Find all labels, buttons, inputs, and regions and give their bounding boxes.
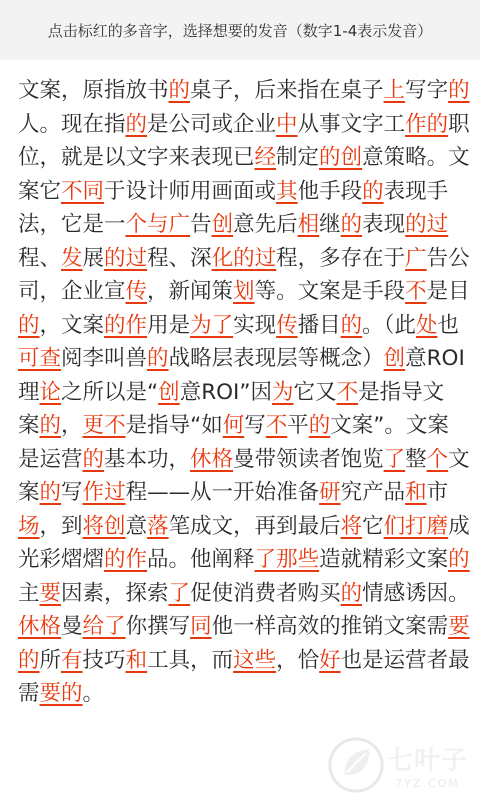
plain-text: 是运营 <box>18 446 83 472</box>
plain-text: ，新闻策 <box>147 279 234 304</box>
polyphone-char[interactable]: 要 <box>448 614 470 639</box>
plain-text: 曼 <box>61 614 83 639</box>
plain-text: 制定 <box>276 145 320 170</box>
plain-text: ，文案 <box>39 312 105 338</box>
polyphone-char[interactable]: 的 <box>308 413 331 438</box>
polyphone-char[interactable]: 创 <box>158 379 180 405</box>
plain-text: 案 <box>18 413 40 438</box>
polyphone-char[interactable]: 何 <box>222 413 245 438</box>
polyphone-char[interactable]: 的 <box>448 78 470 103</box>
text-line <box>18 175 462 209</box>
plain-text: 市 <box>426 480 449 505</box>
polyphone-char[interactable]: 个 <box>125 212 148 237</box>
polyphone-char[interactable]: 休 <box>190 446 212 472</box>
text-line <box>18 510 470 544</box>
polyphone-char[interactable]: 了 <box>168 580 191 606</box>
polyphone-char[interactable]: 化 <box>211 245 234 271</box>
instruction-bar <box>0 0 480 60</box>
plain-text: 是目 <box>426 279 470 304</box>
polyphone-char[interactable]: 不 <box>104 413 126 438</box>
polyphone-char[interactable]: 有 <box>61 647 83 673</box>
plain-text: 意 <box>125 513 148 539</box>
plain-text: 曼带领读者饱览 <box>233 446 384 472</box>
polyphone-char[interactable]: 过 <box>104 480 126 505</box>
polyphone-char[interactable]: 过 <box>125 245 148 271</box>
plain-text: 促使消费者购买 <box>190 580 341 606</box>
text-line <box>18 74 470 108</box>
polyphone-char[interactable]: 那 <box>276 547 298 572</box>
plain-text: 。 <box>82 681 105 706</box>
polyphone-char[interactable]: 广 <box>405 245 427 271</box>
polyphone-char[interactable]: 创 <box>383 346 406 371</box>
polyphone-char[interactable]: 的 <box>405 212 427 237</box>
polyphone-char[interactable]: 过 <box>426 212 449 237</box>
passage-text <box>0 60 480 711</box>
plain-text: 司，企业宣 <box>18 279 126 304</box>
plain-text: 等。文案是手段 <box>254 279 406 304</box>
polyphone-char[interactable]: 可 <box>18 346 40 371</box>
polyphone-char[interactable]: 传 <box>125 279 148 304</box>
polyphone-char[interactable]: 的 <box>39 480 62 505</box>
plain-text: 位，就是以文字来表现已 <box>18 145 255 170</box>
polyphone-char[interactable]: 的 <box>104 312 126 338</box>
polyphone-char[interactable]: 的 <box>147 346 169 371</box>
plain-text: 因素，探索 <box>61 580 169 606</box>
plain-text: 写 <box>244 413 266 438</box>
polyphone-char[interactable]: 的 <box>340 580 363 606</box>
polyphone-char[interactable]: 的 <box>362 178 384 204</box>
plain-text: 也是运营者最 <box>340 647 470 673</box>
polyphone-char[interactable]: 的 <box>61 681 83 706</box>
plain-text: 程、深 <box>147 245 212 271</box>
polyphone-char[interactable]: 些 <box>254 647 277 673</box>
polyphone-char[interactable]: 不 <box>61 178 83 204</box>
polyphone-char[interactable]: 要 <box>39 681 62 706</box>
polyphone-char[interactable]: 将 <box>82 513 105 539</box>
plain-text: 整 <box>405 446 427 472</box>
text-line <box>18 275 470 309</box>
text-line <box>18 141 470 175</box>
polyphone-char[interactable]: 个 <box>426 446 449 472</box>
polyphone-char[interactable]: 作 <box>125 312 148 338</box>
polyphone-char[interactable]: 磨 <box>426 513 449 539</box>
watermark <box>327 736 468 794</box>
plain-text: 技巧 <box>82 647 126 673</box>
plain-text: 光彩熠熠 <box>18 547 105 572</box>
polyphone-char[interactable]: 查 <box>39 346 62 371</box>
plain-text: 工具，而 <box>147 647 234 673</box>
plain-text: 程、 <box>18 245 62 271</box>
plain-text: 主 <box>18 580 40 606</box>
polyphone-char[interactable]: 落 <box>147 513 169 539</box>
plain-text: 案它 <box>18 178 62 204</box>
polyphone-char[interactable]: 中 <box>276 111 298 137</box>
instruction-text: 点击标红的多音字，选择想要的发音（数字1-4表示发音） <box>47 21 433 40</box>
polyphone-char[interactable]: 的 <box>448 547 470 572</box>
polyphone-char[interactable]: 广 <box>168 212 191 237</box>
plain-text: 品。他阐释 <box>147 547 255 572</box>
polyphone-char[interactable]: 作 <box>82 480 105 505</box>
text-line <box>18 443 470 477</box>
polyphone-char[interactable]: 的 <box>340 312 363 338</box>
plain-text: 表现 <box>362 212 406 237</box>
polyphone-char[interactable]: 同 <box>190 614 212 639</box>
text-line <box>18 242 470 276</box>
polyphone-char[interactable]: 的 <box>125 111 148 137</box>
plain-text: 文案，原指放书 <box>18 78 169 103</box>
polyphone-char[interactable]: 研 <box>319 480 341 505</box>
plain-text: 成 <box>448 513 470 539</box>
plain-text: 案 <box>18 480 40 505</box>
plain-text: 播目 <box>297 312 341 338</box>
polyphone-char[interactable]: 作 <box>405 111 427 137</box>
plain-text: 平 <box>287 413 309 438</box>
text-line <box>18 476 462 510</box>
plain-text: 之所以是“ <box>61 379 159 405</box>
text-line <box>18 309 462 343</box>
plain-text: 你撰写 <box>125 614 191 639</box>
plain-text: 程——从一开始准备 <box>125 480 320 505</box>
plain-text: 法，它是一 <box>18 212 126 237</box>
polyphone-char[interactable]: 创 <box>104 513 126 539</box>
plain-text: ， <box>61 413 83 438</box>
polyphone-char[interactable]: 与 <box>147 212 169 237</box>
text-line <box>18 543 470 577</box>
plain-text: 是指导文 <box>358 379 445 405</box>
polyphone-char[interactable]: 经 <box>254 145 277 170</box>
text-line <box>18 677 462 711</box>
plain-text: 。（此 <box>362 312 416 338</box>
plain-text: 需 <box>18 681 40 706</box>
polyphone-char[interactable]: 为 <box>272 379 294 405</box>
plain-text: 人。现在指 <box>18 111 126 137</box>
polyphone-char[interactable]: 的 <box>233 245 255 271</box>
plain-text: 战略层表现层等概念） <box>168 346 384 371</box>
polyphone-char[interactable]: 的 <box>104 245 126 271</box>
plain-text: ，恰 <box>276 647 320 673</box>
text-line <box>18 644 470 678</box>
plain-text: 是指导“如 <box>125 413 223 438</box>
text-line <box>18 376 462 410</box>
polyphone-char[interactable]: 和 <box>405 480 427 505</box>
polyphone-char[interactable]: 格 <box>211 446 234 472</box>
plain-text: 展 <box>82 245 105 271</box>
plain-text: 究产品 <box>340 480 406 505</box>
polyphone-char[interactable]: 了 <box>211 312 234 338</box>
polyphone-char[interactable]: 打 <box>405 513 427 539</box>
polyphone-char[interactable]: 给 <box>82 614 105 639</box>
text-line <box>18 610 470 644</box>
polyphone-char[interactable]: 处 <box>415 312 438 338</box>
plain-text: ，到 <box>39 513 83 539</box>
plain-text: 他手段 <box>297 178 363 204</box>
plain-text: 告公 <box>426 245 470 271</box>
plain-text: 理 <box>18 379 40 405</box>
polyphone-char[interactable]: 这 <box>233 647 255 673</box>
polyphone-char[interactable]: 不 <box>336 379 359 405</box>
plain-text: 基本功， <box>104 446 191 472</box>
polyphone-char[interactable]: 了 <box>104 614 126 639</box>
plain-text: 阅李叫兽 <box>61 346 148 371</box>
polyphone-char[interactable]: 创 <box>211 212 234 237</box>
plain-text: 笔成文，再到最后 <box>168 513 341 539</box>
polyphone-char[interactable]: 不 <box>265 413 288 438</box>
polyphone-char[interactable]: 创 <box>340 145 363 170</box>
text-line <box>18 409 462 443</box>
polyphone-char[interactable]: 的 <box>340 212 363 237</box>
polyphone-char[interactable]: 的 <box>82 446 105 472</box>
plain-text: 表现手 <box>383 178 449 204</box>
plain-text: 他一样高效的推销文案需 <box>211 614 449 639</box>
polyphone-char[interactable]: 论 <box>39 379 62 405</box>
plain-text: 职 <box>448 111 470 137</box>
plain-text: 文 <box>448 446 470 472</box>
plain-text: 意策略。文 <box>362 145 470 170</box>
leaf-logo-icon <box>327 736 385 794</box>
plain-text: 于设计师用画面或 <box>104 178 277 204</box>
polyphone-char[interactable]: 为 <box>190 312 212 338</box>
plain-text: 造就精彩文案 <box>319 547 449 572</box>
plain-text: 从事文字工 <box>297 111 406 137</box>
plain-text: 桌子，后来指在桌子 <box>190 78 384 103</box>
plain-text: 意先后 <box>233 212 298 237</box>
polyphone-char[interactable]: 更 <box>82 413 105 438</box>
plain-text: 告 <box>190 212 212 237</box>
plain-text: 是公司或企业 <box>147 111 277 137</box>
watermark-domain: 7YZ.COM <box>395 777 460 790</box>
plain-text: 实现 <box>233 312 277 338</box>
polyphone-char[interactable]: 的 <box>39 413 62 438</box>
polyphone-char[interactable]: 们 <box>383 513 406 539</box>
polyphone-char[interactable]: 其 <box>276 178 298 204</box>
polyphone-char[interactable]: 的 <box>426 111 449 137</box>
polyphone-char[interactable]: 的 <box>18 647 40 673</box>
plain-text: 写字 <box>405 78 449 103</box>
polyphone-char[interactable]: 的 <box>319 145 341 170</box>
plain-text: 所 <box>39 647 62 673</box>
polyphone-char[interactable]: 不 <box>405 279 427 304</box>
plain-text: 意ROI”因 <box>179 379 273 405</box>
polyphone-char[interactable]: 格 <box>39 614 62 639</box>
plain-text: 它 <box>362 513 384 539</box>
polyphone-char[interactable]: 作 <box>125 547 148 572</box>
polyphone-char[interactable]: 了 <box>254 547 277 572</box>
text-line <box>18 342 465 376</box>
polyphone-char[interactable]: 的 <box>168 78 191 103</box>
polyphone-char[interactable]: 休 <box>18 614 40 639</box>
text-line <box>18 577 470 611</box>
plain-text: 它又 <box>293 379 337 405</box>
plain-text: 写 <box>61 480 83 505</box>
polyphone-char[interactable]: 的 <box>104 547 126 572</box>
plain-text: 继 <box>319 212 341 237</box>
watermark-name: 七叶子 <box>386 746 468 776</box>
polyphone-char[interactable]: 场 <box>18 513 40 539</box>
polyphone-char[interactable]: 同 <box>82 178 105 204</box>
polyphone-char[interactable]: 上 <box>383 78 406 103</box>
polyphone-char[interactable]: 划 <box>233 279 255 304</box>
text-line <box>18 208 462 242</box>
polyphone-char[interactable]: 的 <box>18 312 40 338</box>
polyphone-char[interactable]: 和 <box>125 647 148 673</box>
plain-text: 程，多存在于 <box>276 245 406 271</box>
text-line <box>18 108 470 142</box>
polyphone-char[interactable]: 传 <box>276 312 298 338</box>
polyphone-char[interactable]: 了 <box>383 446 406 472</box>
plain-text: 文案”。文案 <box>330 413 449 438</box>
plain-text: 也 <box>437 312 459 338</box>
plain-text: 意ROI <box>405 346 465 371</box>
polyphone-char[interactable]: 发 <box>61 245 83 271</box>
plain-text: 情感诱因。 <box>362 580 470 606</box>
plain-text: 用是 <box>147 312 191 338</box>
polyphone-char[interactable]: 些 <box>297 547 320 572</box>
polyphone-char[interactable]: 将 <box>340 513 363 539</box>
polyphone-char[interactable]: 好 <box>319 647 341 673</box>
polyphone-char[interactable]: 过 <box>254 245 277 271</box>
polyphone-char[interactable]: 相 <box>297 212 320 237</box>
polyphone-char[interactable]: 要 <box>39 580 62 606</box>
